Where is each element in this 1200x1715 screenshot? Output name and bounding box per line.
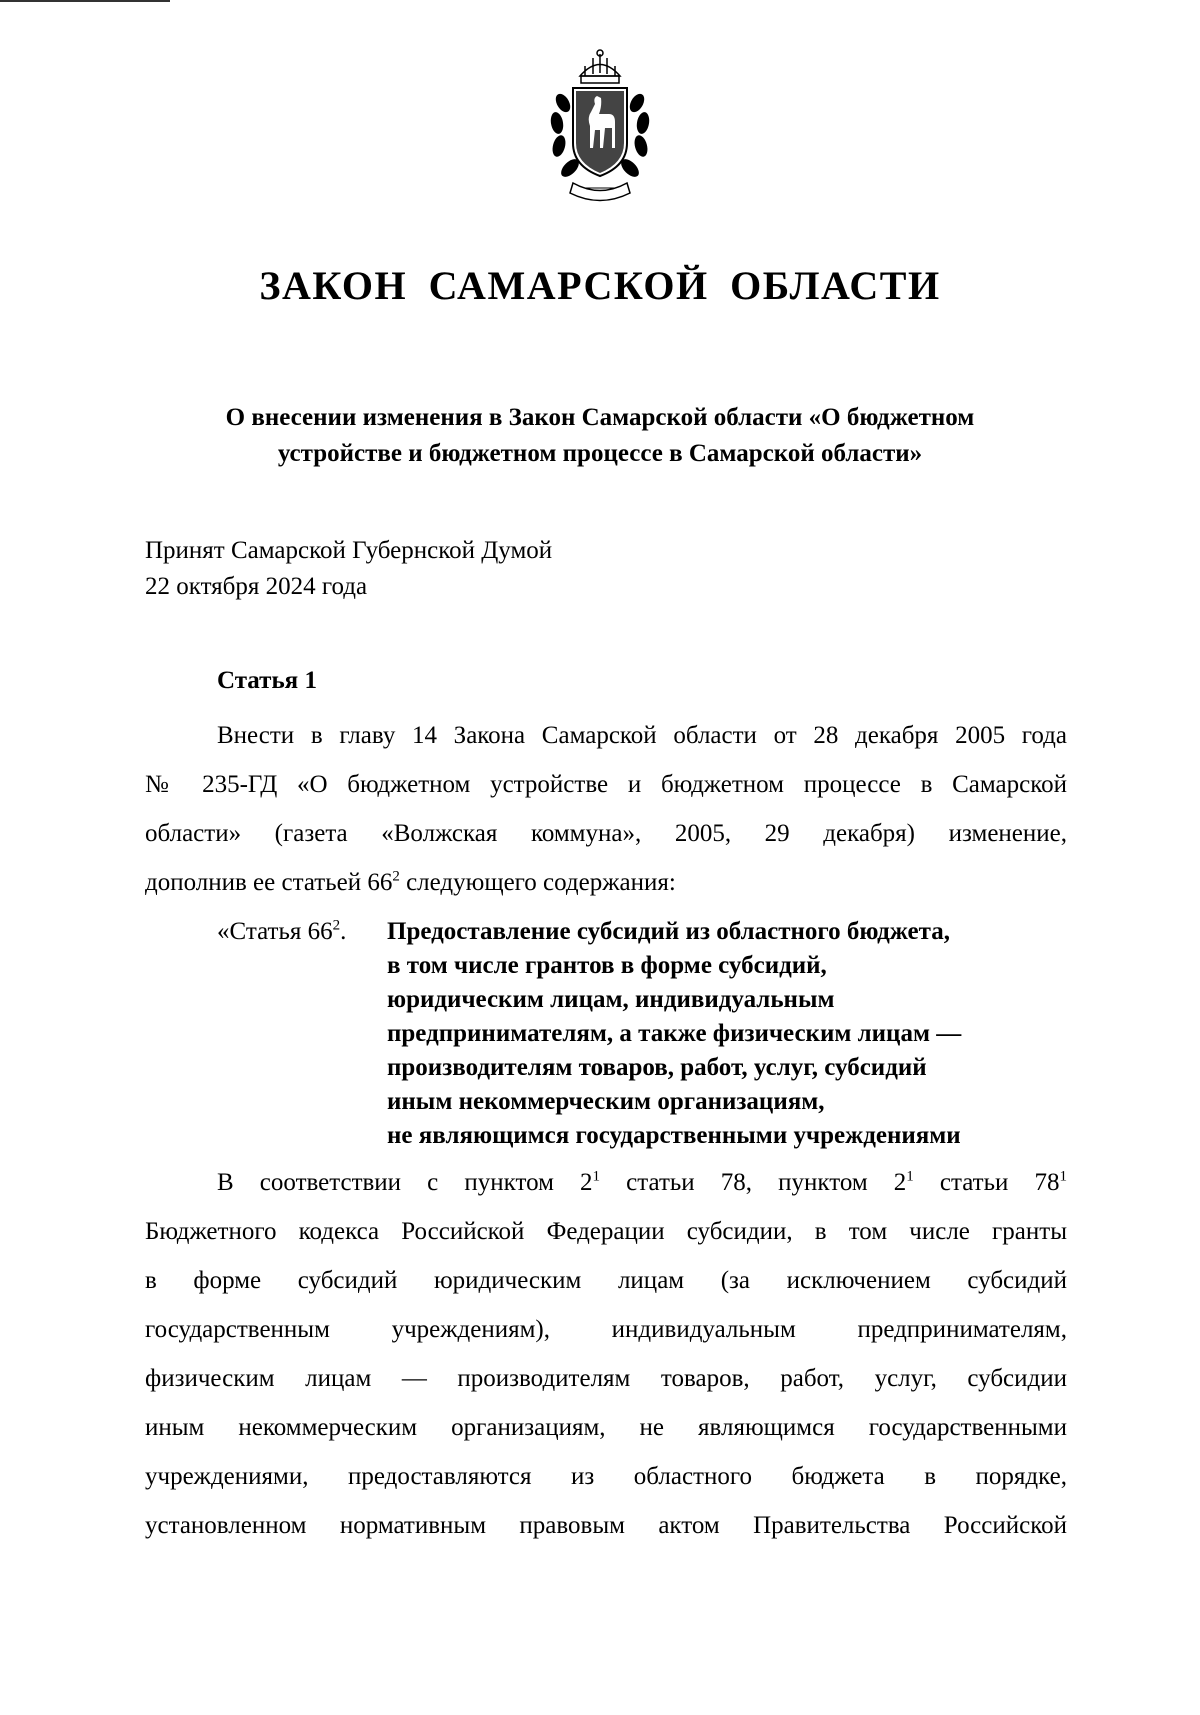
scan-edge-line <box>0 0 170 2</box>
superscript: 2 <box>392 868 400 885</box>
text-fragment: . <box>340 918 347 945</box>
adopted-by: Принят Самарской Губернской Думой <box>145 537 553 564</box>
paragraph-line: области» (газета «Волжская коммуна», 2005, 29 декабря) изменение, <box>145 820 1067 847</box>
subtitle-line: О внесении изменения в Закон Самарской области «О бюджетном <box>225 404 975 431</box>
paragraph-line: установленном нормативным правовым актом Правительства Российской <box>145 1512 1067 1539</box>
law-subtitle <box>150 400 1050 472</box>
text-fragment: «Статья 66 <box>217 918 333 945</box>
title-line: иным некоммерческим организациям, <box>387 1088 825 1115</box>
superscript: 1 <box>1059 1168 1068 1185</box>
paragraph-line <box>145 1158 1067 1207</box>
title-line: предпринимателям, а также физическим лицам — <box>387 1020 962 1047</box>
adopted-date: 22 октября 2024 года <box>145 573 368 600</box>
paragraph-line: № 235-ГД «О бюджетном устройстве и бюджетном процессе в Самарской <box>145 771 1067 798</box>
paragraph-line: государственным учреждениям), индивидуальным предпринимателям, <box>145 1316 1067 1343</box>
paragraph-line <box>145 858 1067 907</box>
coat-of-arms-emblem <box>535 48 665 208</box>
adoption-info <box>145 533 552 605</box>
text-fragment: статьи 78, пунктом 2 <box>600 1169 907 1196</box>
article-66-2-body <box>145 1158 1067 1550</box>
superscript: 1 <box>906 1168 914 1185</box>
article-1-heading: Статья 1 <box>217 667 317 694</box>
subtitle-line: устройстве и бюджетном процессе в Самарской области» <box>277 440 923 467</box>
paragraph-line: физическим лицам — производителям товаров, работ, услуг, субсидии <box>145 1365 1067 1392</box>
title-line: не являющимся государственными учреждениями <box>387 1122 961 1149</box>
title-line: в том числе грантов в форме субсидий, <box>387 952 827 979</box>
law-title: ЗАКОН САМАРСКОЙ ОБЛАСТИ <box>259 263 941 308</box>
superscript: 1 <box>592 1168 601 1185</box>
title-line: юридическим лицам, индивидуальным <box>387 986 835 1013</box>
title-line: производителям товаров, работ, услуг, субсидий <box>387 1054 927 1081</box>
text-fragment: дополнив ее статьей 66 <box>145 869 393 896</box>
superscript: 2 <box>332 917 341 934</box>
text-fragment: В соответствии с пунктом 2 <box>217 1169 593 1196</box>
article-1-paragraph <box>145 711 1067 907</box>
text-fragment: статьи 78 <box>913 1169 1060 1196</box>
paragraph-line: учреждениями, предоставляются из областного бюджета в порядке, <box>145 1463 1067 1490</box>
title-line: Предоставление субсидий из областного бюджета, <box>387 918 950 945</box>
text-fragment: следующего содержания: <box>399 869 676 896</box>
paragraph-line: в форме субсидий юридическим лицам (за исключением субсидий <box>145 1267 1067 1294</box>
article-66-2-title <box>387 915 961 1153</box>
article-66-2-label <box>217 915 346 949</box>
paragraph-line: Внести в главу 14 Закона Самарской области от 28 декабря 2005 года <box>217 722 1067 749</box>
paragraph-line: Бюджетного кодекса Российской Федерации субсидии, в том числе гранты <box>145 1218 1067 1245</box>
paragraph-line: иным некоммерческим организациям, не являющимся государственными <box>145 1414 1067 1441</box>
